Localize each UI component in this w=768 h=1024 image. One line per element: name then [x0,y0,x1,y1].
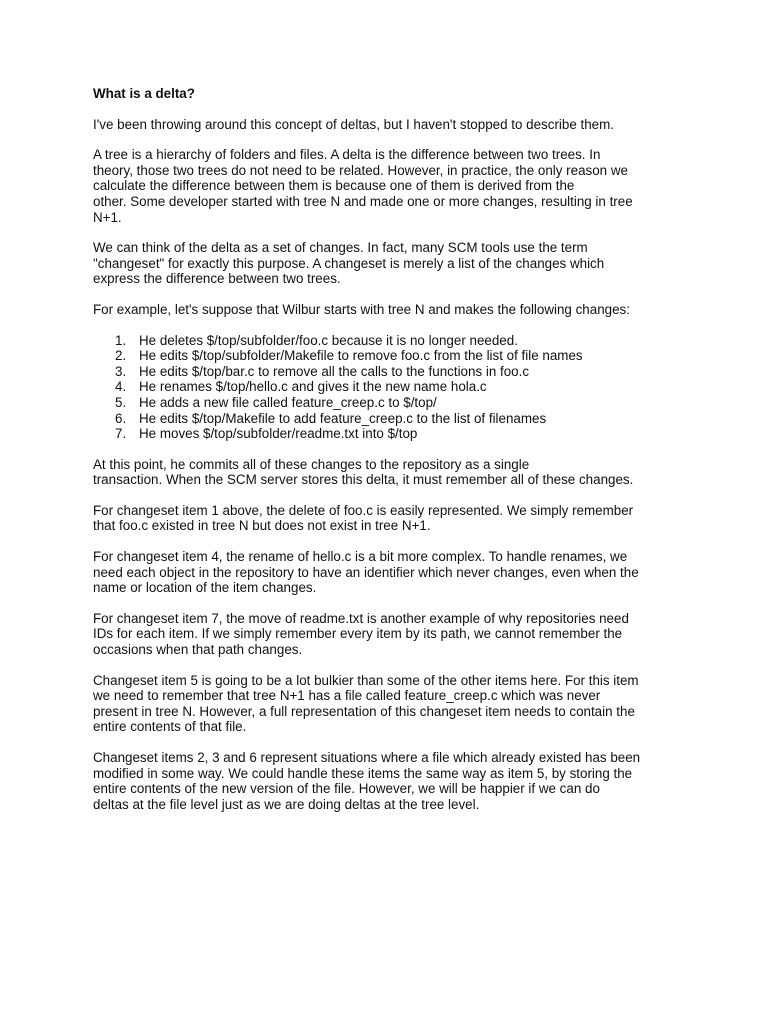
list-item [93,395,683,411]
list-item-number: 1. [115,332,127,348]
text-line: Changeset items 2, 3 and 6 represent situations where a file which already existed has been [93,750,641,765]
list-item [93,411,683,427]
text-line: name or location of the item changes. [93,580,317,596]
list-item-text: He renames $/top/hello.c and gives it the new name hola.c [139,379,487,395]
paragraph-tree [93,147,683,225]
list-item [93,333,683,349]
list-item [93,379,683,395]
document-page [93,86,683,827]
list-item-text: He edits $/top/bar.c to remove all the calls to the functions in foo.c [139,363,530,379]
list-item-text: He moves $/top/subfolder/readme.txt into $/top [139,426,418,442]
list-item-text: He deletes $/top/subfolder/foo.c because it is no longer needed. [139,332,518,348]
list-item-text: He edits $/top/Makefile to add feature_creep.c to the list of filenames [139,410,547,426]
paragraph-item1 [93,503,683,534]
paragraph-intro [93,117,683,133]
text-line: entire contents of that file. [93,719,247,735]
list-item-number: 7. [115,426,127,442]
text-line: N+1. [93,209,122,225]
list-item-number: 2. [115,348,127,364]
text-line: A tree is a hierarchy of folders and files. A delta is the difference between two trees. In [93,147,601,163]
list-item-text: He adds a new file called feature_creep.c to $/top/ [139,394,437,410]
text-line: we need to remember that tree N+1 has a file called feature_creep.c which was never [93,688,601,704]
text-line: that foo.c existed in tree N but does not exist in tree N+1. [93,518,431,534]
text-line: deltas at the file level just as we are doing deltas at the tree level. [93,796,480,812]
changes-list [93,333,683,442]
text-line: calculate the difference between them is because one of them is derived from the [93,178,575,194]
list-item-number: 6. [115,410,127,426]
list-item-number: 4. [115,379,127,395]
text-line: present in tree N. However, a full representation of this changeset item needs to contain the [93,703,635,719]
list-item [93,364,683,380]
text-line: transaction. When the SCM server stores this delta, it must remember all of these changes. [93,472,634,488]
paragraph-item5 [93,673,683,735]
paragraph-commit [93,457,683,488]
text-line: occasions when that path changes. [93,642,303,658]
text-line: modified in some way. We could handle these items the same way as item 5, by storing the [93,765,633,781]
text-line: For changeset item 4, the rename of hello.c is a bit more complex. To handle renames, we [93,549,628,565]
text-line: For example, let's suppose that Wilbur starts with tree N and makes the following changes: [93,301,630,317]
list-item-text: He edits $/top/subfolder/Makefile to remove foo.c from the list of file names [139,348,583,364]
text-line: We can think of the delta as a set of changes. In fact, many SCM tools use the term [93,240,588,256]
text-line: theory, those two trees do not need to be related. However, in practice, the only reason we [93,162,628,178]
text-line: I've been throwing around this concept of deltas, but I haven't stopped to describe them. [93,116,614,132]
paragraph-changeset [93,240,683,287]
text-line: For changeset item 7, the move of readme.txt is another example of why repositories need [93,610,629,626]
text-line: Changeset item 5 is going to be a lot bulkier than some of the other items here. For this item [93,672,639,688]
text-line: At this point, he commits all of these changes to the repository as a single [93,456,530,472]
list-item [93,348,683,364]
paragraph-item4 [93,549,683,596]
text-line: need each object in the repository to have an identifier which never changes, even when the [93,564,639,580]
text-line: other. Some developer started with tree N and made one or more changes, resulting in tree [93,193,633,209]
list-item-number: 3. [115,363,127,379]
paragraph-example [93,302,683,318]
list-item [93,426,683,442]
list-item-number: 5. [115,394,127,410]
text-line: IDs for each item. If we simply remember every item by its path, we cannot remember the [93,626,623,642]
text-line: "changeset" for exactly this purpose. A changeset is merely a list of the changes which [93,255,605,271]
document-title: What is a delta? [93,86,195,101]
text-line: entire contents of the new version of the file. However, we will be happier if we can do [93,781,600,797]
paragraph-item7 [93,611,683,658]
paragraph-items-2-3-6 [93,750,683,812]
text-line: For changeset item 1 above, the delete of foo.c is easily represented. We simply remember [93,502,634,518]
text-line: express the difference between two trees. [93,271,341,287]
